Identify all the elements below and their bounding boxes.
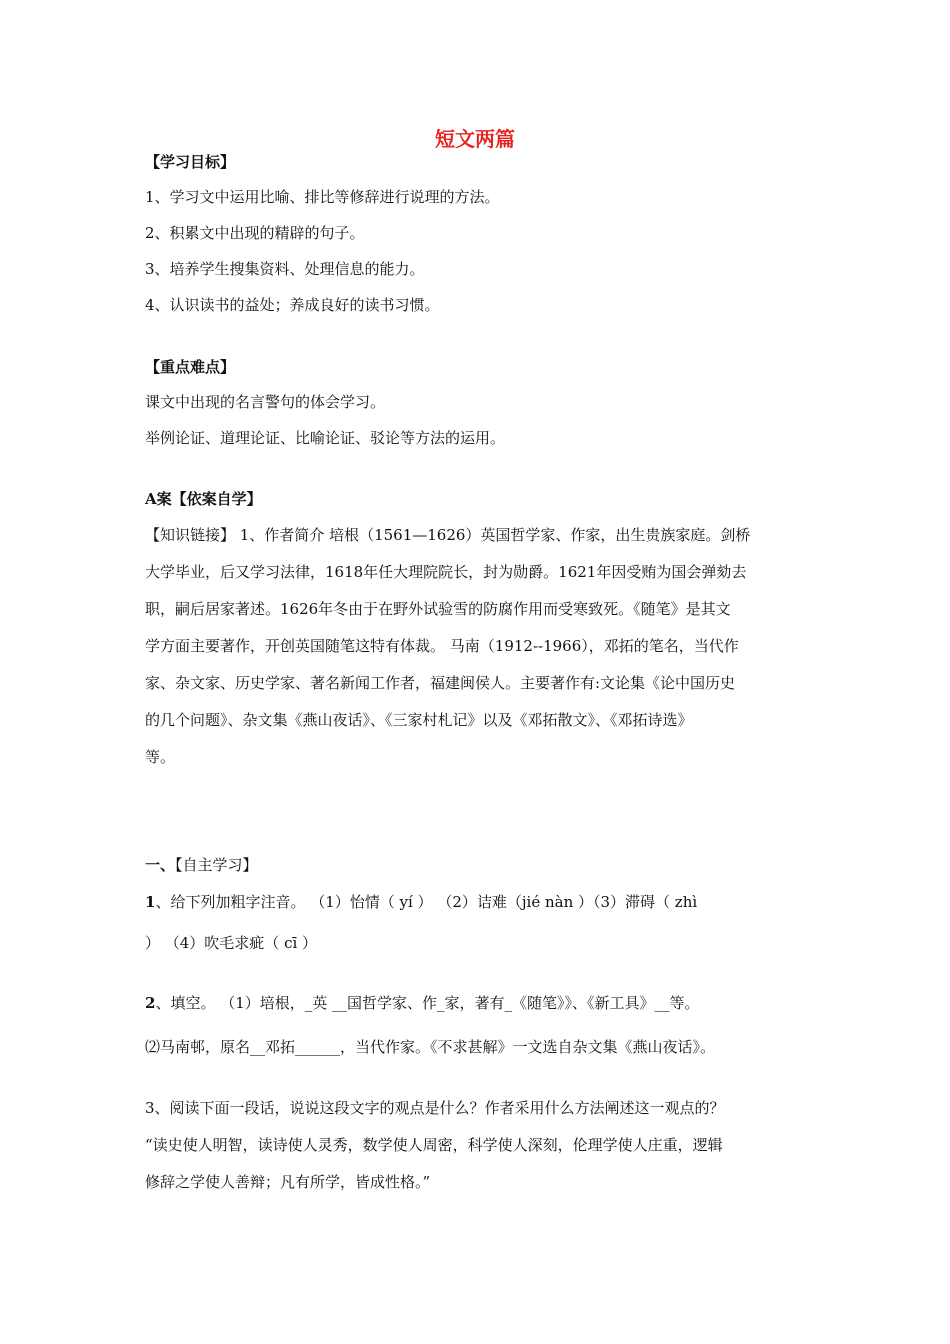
knowledge-link-line: 等。 [145, 748, 176, 766]
question-2-line-2: ⑵马南邨，原名__邓拓______，当代作家。《不求甚解》一文选自杂文集《燕山夜话》。 [145, 1038, 716, 1056]
self-study-prefix: 一、 [145, 856, 176, 874]
objective-item: 4、认识读书的益处；养成良好的读书习惯。 [145, 296, 440, 314]
knowledge-link-line: 的几个问题》、杂文集《燕山夜话》、《三家村札记》以及《邓拓散文》、《邓拓诗选》 [145, 711, 693, 729]
question-3-line-1: 3、阅读下面一段话，说说这段文字的观点是什么？作者采用什么方法阐述这一观点的？ [145, 1099, 725, 1117]
question-3-quote-line: 修辞之学使人善辩；凡有所学，皆成性格。” [145, 1173, 431, 1191]
objective-item: 3、培养学生搜集资料、处理信息的能力。 [145, 260, 425, 278]
question-1-line-1 [145, 892, 697, 912]
knowledge-link-line: 【知识链接】 1、作者简介 培根（1561—1626）英国哲学家、作家，出生贵族家庭。剑桥 [145, 526, 751, 544]
question-1-line-2: ） （4）吹毛求疵（ cī ） [145, 934, 318, 952]
question-3-quote-line: “读史使人明智，读诗使人灵秀，数学使人周密，科学使人深刻，伦理学使人庄重，逻辑 [145, 1136, 723, 1154]
document-title: 短文两篇 [435, 127, 515, 151]
self-study-title: 【自主学习】 [175, 856, 258, 874]
knowledge-link-line: 学方面主要著作，开创英国随笔这特有体裁。 马南（1912--1966），邓拓的笔名，当代作 [145, 637, 739, 655]
objectives-heading: 【学习目标】 [145, 153, 236, 171]
self-study-heading [145, 855, 258, 875]
question-2-number: 2 [145, 994, 156, 1012]
key-point-item: 课文中出现的名言警句的体会学习。 [145, 393, 386, 411]
section-a-heading: A案【依案自学】 [145, 490, 262, 508]
objective-item: 2、积累文中出现的精辟的句子。 [145, 224, 365, 242]
knowledge-link-line: 职，嗣后居家著述。1626年冬由于在野外试验雪的防腐作用而受寒致死。《随笔》是其文 [145, 600, 731, 618]
objective-item: 1、学习文中运用比喻、排比等修辞进行说理的方法。 [145, 188, 500, 206]
knowledge-link-line: 家、杂文家、历史学家、著名新闻工作者，福建闽侯人。主要著作有:文论集《论中国历史 [145, 674, 736, 692]
knowledge-link-line: 大学毕业，后又学习法律，1618年任大理院院长，封为勋爵。1621年因受贿为国会弹劾去 [145, 563, 747, 581]
key-points-heading: 【重点难点】 [145, 358, 236, 376]
question-1-text: 、给下列加粗字注音。 （1）怡情（ yí ） （2）诘难（jié nàn ）（3）滞碍（ zhì [155, 893, 698, 911]
question-2-text: 、填空。 （1）培根，_英 __国哲学家、作_家，著有_《随笔》》、《新工具》__等。 [155, 994, 700, 1012]
question-1-number: 1 [145, 893, 156, 911]
key-point-item: 举例论证、道理论证、比喻论证、驳论等方法的运用。 [145, 429, 506, 447]
question-2-line-1 [145, 993, 700, 1013]
